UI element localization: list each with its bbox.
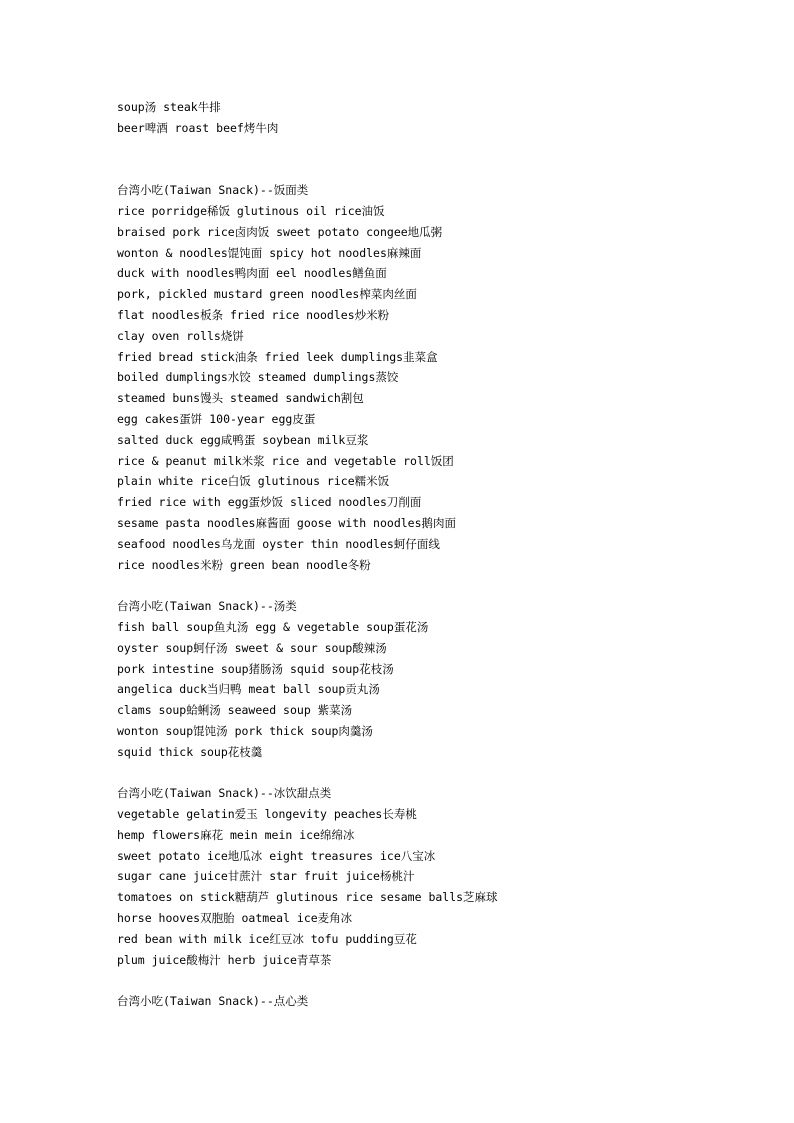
menu-line: boiled dumplings水饺 steamed dumplings蒸饺 [117, 370, 399, 385]
menu-line: rice porridge稀饭 glutinous oil rice油饭 [117, 203, 385, 218]
menu-line: sugar cane juice甘蔗汁 star fruit juice杨桃汁 [117, 869, 415, 884]
section-soups [117, 596, 757, 762]
menu-line: pork intestine soup猪肠汤 squid soup花枝汤 [117, 661, 394, 676]
menu-line: egg cakes蛋饼 100-year egg皮蛋 [117, 411, 316, 426]
intro-block [117, 97, 757, 139]
menu-line: angelica duck当归鸭 meat ball soup贡丸汤 [117, 682, 380, 697]
menu-line: fried rice with egg蛋炒饭 sliced noodles刀削面 [117, 495, 422, 510]
menu-line: clams soup蛤蜊汤 seaweed soup 紫菜汤 [117, 703, 353, 718]
section-dim-sum [117, 991, 757, 1012]
menu-line: wonton & noodles馄饨面 spicy hot noodles麻辣面 [117, 245, 422, 260]
menu-line: horse hooves双胞胎 oatmeal ice麦角冰 [117, 911, 353, 926]
menu-line: oyster soup蚵仔汤 sweet & sour soup酸辣汤 [117, 640, 387, 655]
section-heading: 台湾小吃(Taiwan Snack)--汤类 [117, 599, 297, 614]
menu-line: duck with noodles鸭肉面 eel noodles鳝鱼面 [117, 266, 387, 281]
section-rice-noodles [117, 180, 757, 575]
spacer [117, 763, 757, 784]
menu-line: fish ball soup鱼丸汤 egg & vegetable soup蛋花汤 [117, 619, 429, 634]
spacer [117, 970, 757, 991]
menu-line: clay oven rolls烧饼 [117, 328, 244, 343]
menu-line: tomatoes on stick糖葫芦 glutinous rice sesame balls芝麻球 [117, 890, 498, 905]
menu-line: rice noodles米粉 green bean noodle冬粉 [117, 557, 371, 572]
menu-line: rice & peanut milk米浆 rice and vegetable roll饭团 [117, 453, 454, 468]
menu-line: hemp flowers麻花 mein mein ice绵绵冰 [117, 827, 355, 842]
intro-line: beer啤酒 roast beef烤牛肉 [117, 120, 279, 135]
section-heading: 台湾小吃(Taiwan Snack)--冰饮甜点类 [117, 786, 332, 801]
spacer [117, 139, 757, 181]
menu-line: squid thick soup花枝羹 [117, 744, 263, 759]
menu-line: plum juice酸梅汁 herb juice青草茶 [117, 952, 332, 967]
section-heading: 台湾小吃(Taiwan Snack)--饭面类 [117, 183, 309, 198]
menu-line: flat noodles板条 fried rice noodles炒米粉 [117, 307, 390, 322]
intro-line: soup汤 steak牛排 [117, 100, 221, 114]
menu-line: plain white rice白饭 glutinous rice糯米饭 [117, 474, 390, 489]
section-heading: 台湾小吃(Taiwan Snack)--点心类 [117, 994, 309, 1009]
menu-line: sesame pasta noodles麻酱面 goose with noodles鹅肉面 [117, 515, 457, 530]
menu-line: vegetable gelatin爱玉 longevity peaches长寿桃 [117, 807, 417, 822]
menu-line: wonton soup馄饨汤 pork thick soup肉羹汤 [117, 723, 373, 738]
menu-line: seafood noodles乌龙面 oyster thin noodles蚵仔面线 [117, 536, 440, 551]
menu-line: steamed buns馒头 steamed sandwich割包 [117, 391, 364, 406]
document-page [117, 97, 757, 1012]
menu-line: red bean with milk ice红豆冰 tofu pudding豆花 [117, 931, 417, 946]
menu-line: fried bread stick油条 fried leek dumplings韭菜盒 [117, 349, 438, 364]
menu-line: braised pork rice卤肉饭 sweet potato congee地瓜粥 [117, 224, 443, 239]
menu-line: pork, pickled mustard green noodles榨菜肉丝面 [117, 287, 417, 302]
menu-line: sweet potato ice地瓜冰 eight treasures ice八宝冰 [117, 848, 436, 863]
menu-line: salted duck egg咸鸭蛋 soybean milk豆浆 [117, 432, 369, 447]
section-desserts [117, 783, 757, 970]
spacer [117, 575, 757, 596]
